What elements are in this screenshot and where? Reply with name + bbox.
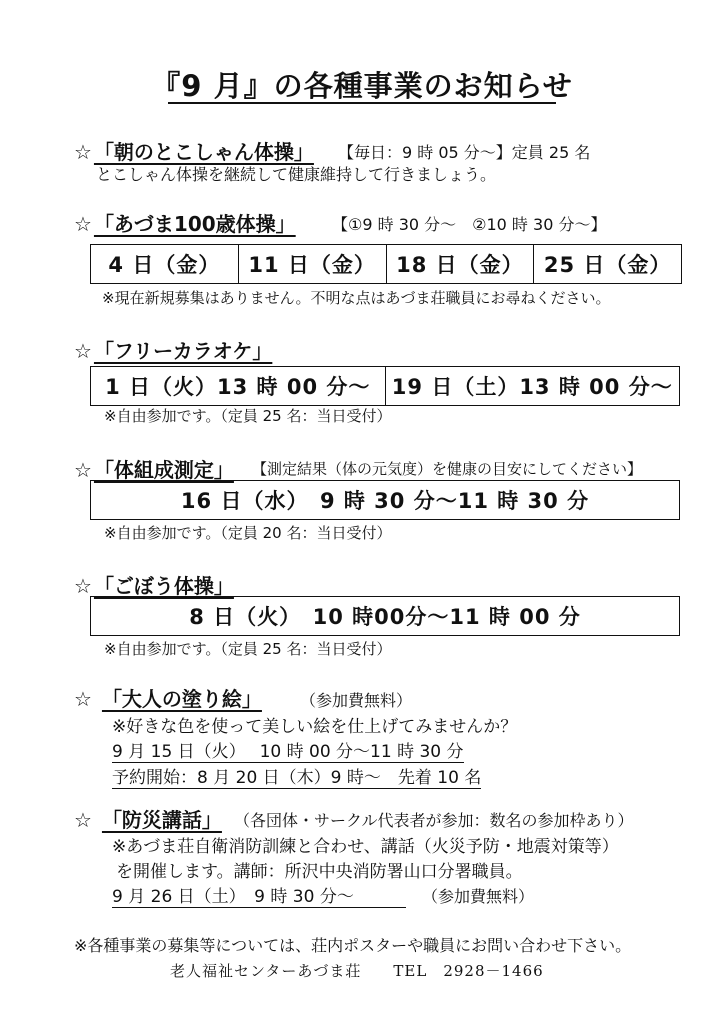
section-line: を開催します。講師：所沢中央消防署山口分署職員。 (116, 862, 523, 882)
footer-note: ※各種事業の募集等については、荘内ポスターや職員にお問い合わせ下さい。 (74, 936, 632, 955)
slot-text: 16 日（水） 9 時 30 分～11 時 30 分 (180, 489, 590, 513)
dates-table (90, 244, 682, 284)
star-icon: ☆ (74, 458, 92, 482)
section-note: ※自由参加です。（定員 25 名：当日受付） (104, 407, 392, 425)
date-cell: 18 日（金） (387, 245, 535, 283)
section-note: ※現在新規募集はありません。不明な点はあづま荘職員にお尋ねください。 (102, 289, 611, 307)
section-datetime: 9 月 26 日（土） 9 時 30 分～ (112, 882, 406, 908)
star-icon: ☆ (74, 808, 92, 832)
section-datetime: 9 月 15 日（火） 10 時 00 分～11 時 30 分 (112, 737, 464, 763)
star-icon: ☆ (74, 212, 92, 236)
slot-box (90, 480, 680, 520)
title-underline (168, 102, 556, 104)
slot-box (90, 596, 680, 636)
section-free-karaoke (74, 335, 272, 364)
section-heading: 「体組成測定」 (93, 458, 234, 482)
slot-cell: 1 日（火）13 時 00 分～ (91, 367, 386, 405)
section-note: ※自由参加です。（定員 20 名：当日受付） (104, 524, 392, 542)
karaoke-slots-table (90, 366, 680, 406)
star-icon: ☆ (74, 140, 92, 164)
section-adult-coloring (74, 683, 262, 712)
date-cell: 11 日（金） (239, 245, 387, 283)
star-icon: ☆ (74, 687, 92, 711)
star-icon: ☆ (74, 339, 92, 363)
section-participants: （各団体・サークル代表者が参加：数名の参加枠あり） (234, 811, 634, 830)
section-heading: 「ごぼう体操」 (93, 574, 234, 598)
footer-contact: 老人福祉センターあづま荘 TEL 2928－1466 (170, 962, 544, 980)
section-burdock-exercise (74, 570, 234, 599)
section-azuma-100-exercise (74, 208, 296, 237)
section-fee: （参加費無料） (300, 691, 413, 710)
date-cell: 25 日（金） (543, 253, 672, 277)
section-heading: 「フリーカラオケ」 (93, 339, 273, 363)
section-disaster-talk (74, 804, 222, 833)
slot-cell: 19 日（土）13 時 00 分～ (391, 375, 673, 399)
section-reservation: 予約開始：8 月 20 日（木）9 時～ 先着 10 名 (112, 763, 481, 789)
slot-text: 8 日（火） 10 時00分～11 時 00 分 (189, 605, 581, 629)
date-cell: 4 日（金） (91, 245, 239, 283)
section-body-composition (74, 454, 234, 483)
section-schedule: 【毎日：9 時 05 分～】定員 25 名 (338, 143, 591, 162)
section-heading: 「あづま100歳体操」 (93, 212, 296, 236)
section-note: ※自由参加です。（定員 25 名：当日受付） (104, 640, 392, 658)
star-icon: ☆ (74, 574, 92, 598)
section-morning-exercise (74, 136, 314, 165)
section-heading: 「朝のとこしゃん体操」 (93, 140, 314, 164)
page-title: 『9 月』の各種事業のお知らせ (151, 69, 573, 103)
section-heading: 「大人の塗り絵」 (101, 687, 262, 711)
section-heading: 「防災講話」 (101, 808, 222, 832)
section-schedule: 【①9 時 30 分～ ②10 時 30 分～】 (332, 215, 607, 234)
section-fee: （参加費無料） (422, 887, 535, 906)
section-description: とこしゃん体操を継続して健康維持して行きましょう。 (96, 165, 497, 184)
section-schedule: 【測定結果（体の元気度）を健康の目安にしてください】 (252, 460, 643, 478)
section-line: ※あづま荘自衛消防訓練と合わせ、講話（火災予防・地震対策等） (112, 837, 619, 857)
section-line: ※好きな色を使って美しい絵を仕上げてみませんか？ (112, 717, 518, 737)
